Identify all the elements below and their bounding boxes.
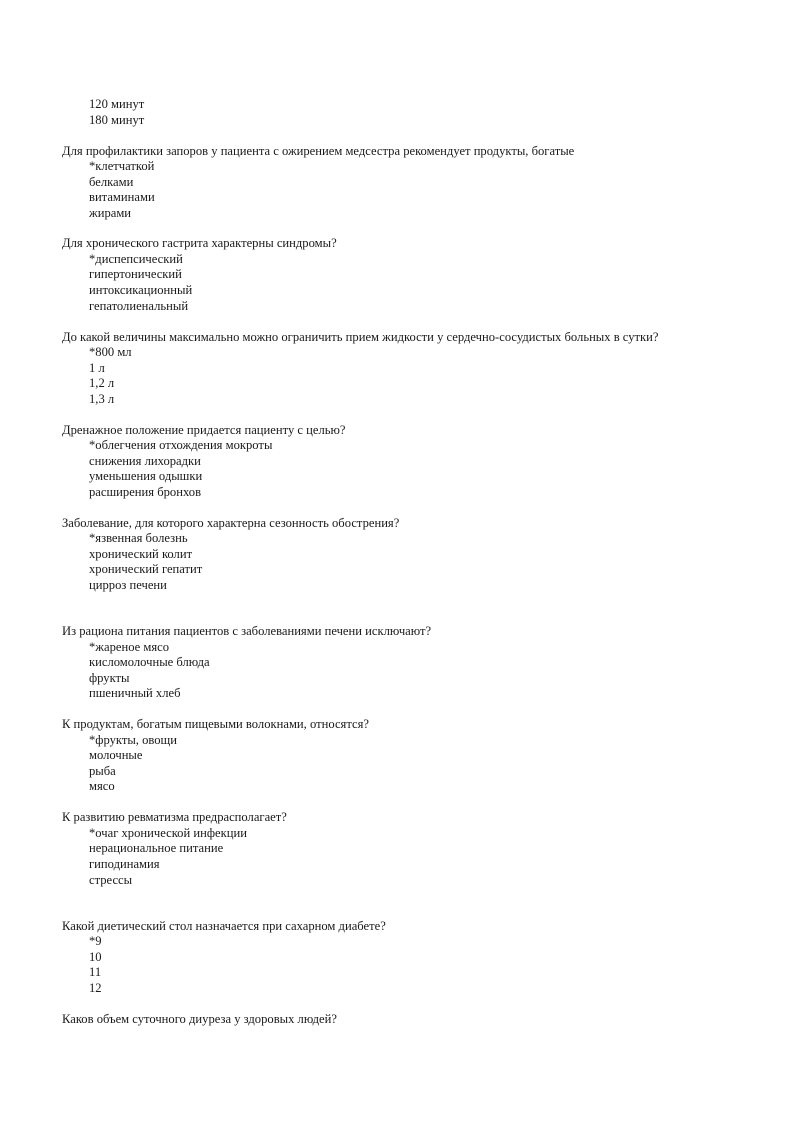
answer-option: расширения бронхов — [89, 485, 202, 499]
answer-option: жирами — [89, 206, 132, 220]
answer-option: рыба — [89, 764, 116, 778]
answer-option: гепатолиенальный — [89, 299, 189, 313]
answer-option: гипертонический — [89, 267, 182, 281]
question-text: Каков объем суточного диуреза у здоровых людей? — [62, 1012, 337, 1026]
answer-option: *язвенная болезнь — [89, 531, 188, 545]
answer-option: хронический колит — [89, 547, 193, 561]
question-text: До какой величины максимально можно ограничить прием жидкости у сердечно-сосудистых больных в сутки? — [62, 330, 659, 344]
answer-option: *жареное мясо — [89, 640, 170, 654]
answer-option: *очаг хронической инфекции — [89, 826, 247, 840]
answer-option: витаминами — [89, 190, 155, 204]
answer-option: 1,3 л — [89, 392, 115, 406]
answer-option: уменьшения одышки — [89, 469, 203, 483]
answer-option: интоксикационный — [89, 283, 193, 297]
question-text: К продуктам, богатым пищевыми волокнами, относятся? — [62, 717, 369, 731]
answer-option: 11 — [89, 965, 102, 979]
answer-option: 1,2 л — [89, 376, 115, 390]
answer-option: кисломолочные блюда — [89, 655, 210, 669]
answer-option: 12 — [89, 981, 102, 995]
question-text: К развитию ревматизма предрасполагает? — [62, 810, 287, 824]
answer-option: 10 — [89, 950, 102, 964]
answer-option: 1 л — [89, 361, 105, 375]
answer-option: снижения лихорадки — [89, 454, 201, 468]
question-text: Для профилактики запоров у пациента с ожирением медсестра рекомендует продукты, богатые — [62, 144, 575, 158]
answer-option: 180 минут — [89, 113, 145, 127]
answer-option: *облегчения отхождения мокроты — [89, 438, 273, 452]
answer-option: цирроз печени — [89, 578, 167, 592]
answer-option: молочные — [89, 748, 143, 762]
answer-option: белками — [89, 175, 134, 189]
answer-option: *800 мл — [89, 345, 132, 359]
answer-option: *диспепсический — [89, 252, 183, 266]
answer-option: 120 минут — [89, 97, 145, 111]
answer-option: хронический гепатит — [89, 562, 203, 576]
question-text: Дренажное положение придается пациенту с целью? — [62, 423, 346, 437]
answer-option: стрессы — [89, 873, 133, 887]
question-text: Из рациона питания пациентов с заболеваниями печени исключают? — [62, 624, 432, 638]
answer-option: пшеничный хлеб — [89, 686, 181, 700]
answer-option: нерациональное питание — [89, 841, 224, 855]
answer-option: *фрукты, овощи — [89, 733, 177, 747]
answer-option: *9 — [89, 934, 102, 948]
question-text: Заболевание, для которого характерна сезонность обострения? — [62, 516, 400, 530]
answer-option: фрукты — [89, 671, 130, 685]
question-text: Какой диетический стол назначается при сахарном диабете? — [62, 919, 386, 933]
answer-option: гиподинамия — [89, 857, 160, 871]
question-text: Для хронического гастрита характерны синдромы? — [62, 236, 337, 250]
answer-option: мясо — [89, 779, 115, 793]
answer-option: *клетчаткой — [89, 159, 155, 173]
